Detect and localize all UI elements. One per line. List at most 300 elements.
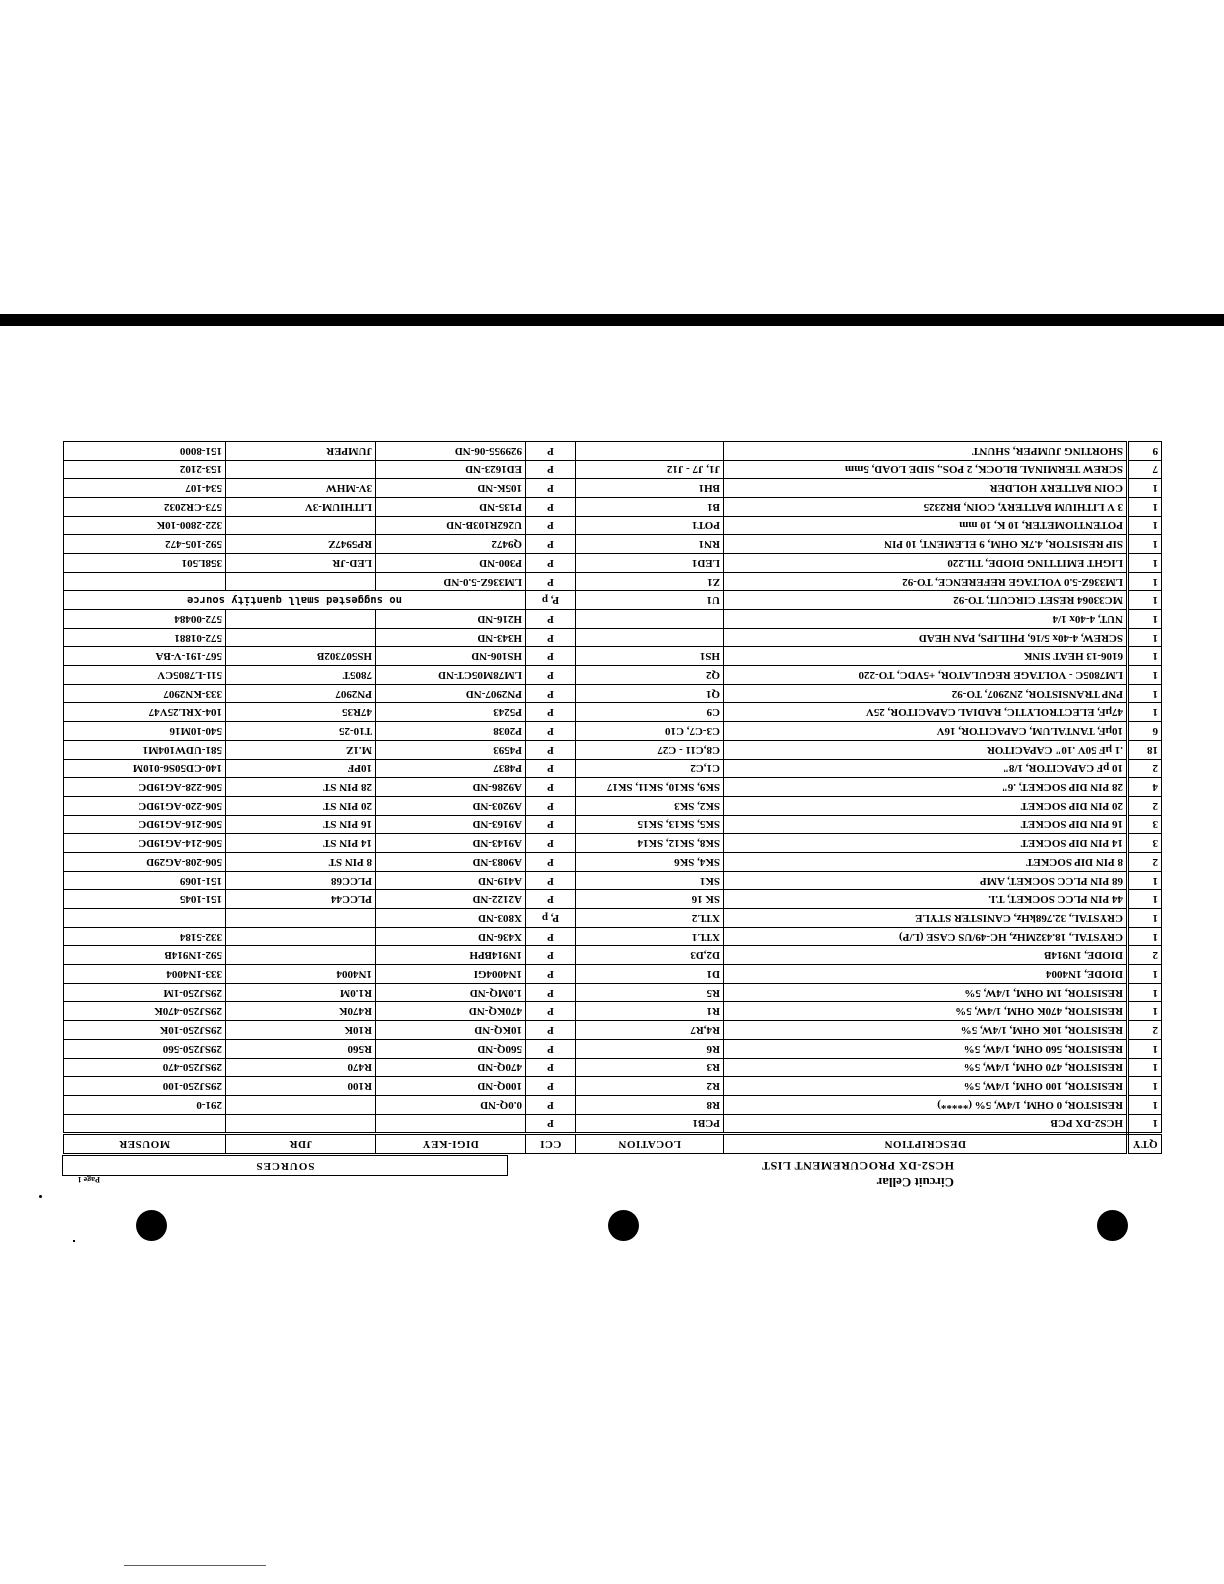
table-row (64, 628, 1162, 647)
digikey-cell: PN2907-ND (376, 684, 526, 703)
digikey-cell: A2122-ND (376, 890, 526, 909)
cci-cell: P (526, 796, 576, 815)
mouser-cell: 506-214-AG19DC (64, 834, 226, 853)
table-row (64, 497, 1162, 516)
digikey-cell: P300-ND (376, 554, 526, 573)
jdr-cell: JUMPER (226, 441, 376, 460)
jdr-cell: 3V-MHW (226, 479, 376, 498)
description-cell: SCREW, 4-40x 5/16, PHILIPS, PAN HEAD (724, 628, 1128, 647)
cci-cell: P, p (526, 909, 576, 928)
digikey-cell: 1N914BPH (376, 946, 526, 965)
col-header-location: LOCATION (576, 1134, 724, 1154)
location-cell: C8,C11 - C27 (576, 740, 724, 759)
location-cell: U1 (576, 591, 724, 610)
description-cell: RESISTOR, 470K OHM, 1/4W, 5% (724, 1002, 1128, 1021)
table-row (64, 479, 1162, 498)
mouser-cell: 153-2102 (64, 460, 226, 479)
cci-cell: P (526, 815, 576, 834)
table-row (64, 572, 1162, 591)
cci-cell: P (526, 871, 576, 890)
qty-cell: 1 (1128, 1114, 1162, 1134)
description-cell: 10 pF CAPACITOR, 1/8" (724, 759, 1128, 778)
qty-cell: 1 (1128, 628, 1162, 647)
jdr-cell: RP5947Z (226, 535, 376, 554)
description-cell: .1 µF 50V .10" CAPACITOR (724, 740, 1128, 759)
jdr-cell: 14 PIN ST (226, 834, 376, 853)
qty-cell: 1 (1128, 871, 1162, 890)
description-cell: 28 PIN DIP SOCKET, .6" (724, 778, 1128, 797)
digikey-cell: 1.0MQ-ND (376, 983, 526, 1002)
jdr-cell: 7805T (226, 666, 376, 685)
cci-cell: P (526, 628, 576, 647)
mouser-cell: 506-208-AG29D (64, 853, 226, 872)
table-row (64, 516, 1162, 535)
digikey-cell: LM78M05CT-ND (376, 666, 526, 685)
col-header-digikey: DIGI-KEY (376, 1134, 526, 1154)
digikey-cell: 10KQ-ND (376, 1021, 526, 1040)
digikey-cell: P4837 (376, 759, 526, 778)
jdr-cell: 8 PIN ST (226, 853, 376, 872)
cci-cell: P (526, 853, 576, 872)
description-cell: DIODE, 1N914B (724, 946, 1128, 965)
mouser-cell: 567-191-V-BA (64, 647, 226, 666)
table-row (64, 890, 1162, 909)
punch-hole (608, 1210, 639, 1241)
mouser-cell: 572-00484 (64, 610, 226, 629)
qty-cell: 3 (1128, 834, 1162, 853)
jdr-cell (226, 927, 376, 946)
cci-cell: P (526, 965, 576, 984)
cci-cell: P (526, 1021, 576, 1040)
location-cell: SK2, SK3 (576, 796, 724, 815)
jdr-cell: 28 PIN ST (226, 778, 376, 797)
location-cell: Z1 (576, 572, 724, 591)
cci-cell: P (526, 722, 576, 741)
cci-cell: P (526, 1058, 576, 1077)
qty-cell: 1 (1128, 1039, 1162, 1058)
digikey-cell: P135-ND (376, 497, 526, 516)
table-row (64, 834, 1162, 853)
description-cell: 6106-13 HEAT SINK (724, 647, 1128, 666)
qty-cell: 1 (1128, 927, 1162, 946)
description-cell: 14 PIN DIP SOCKET (724, 834, 1128, 853)
qty-cell: 1 (1128, 703, 1162, 722)
qty-cell: 1 (1128, 572, 1162, 591)
table-row (64, 460, 1162, 479)
cci-cell: P (526, 946, 576, 965)
description-cell: CRYSTAL, 32.768kHz, CANISTER STYLE (724, 909, 1128, 928)
qty-cell: 1 (1128, 1095, 1162, 1114)
jdr-cell: HS507302B (226, 647, 376, 666)
description-cell: 3 V LITHIUM BATTERY, COIN, BR2325 (724, 497, 1128, 516)
digikey-cell: Q9472 (376, 535, 526, 554)
table-row (64, 909, 1162, 928)
cci-cell: P (526, 1077, 576, 1096)
cci-cell: P (526, 554, 576, 573)
description-cell: RESISTOR, 560 OHM, 1/4W, 5% (724, 1039, 1128, 1058)
table-row (64, 965, 1162, 984)
description-cell: SIP RESISTOR, 4.7K OHM, 9 ELEMENT, 10 PIN (724, 535, 1128, 554)
description-cell: SHORTING JUMPER, SHUNT (724, 441, 1128, 460)
cci-cell: P (526, 1002, 576, 1021)
digikey-cell (376, 1114, 526, 1134)
table-row (64, 554, 1162, 573)
digikey-cell: U262R103B-ND (376, 516, 526, 535)
digikey-cell: 470KQ-ND (376, 1002, 526, 1021)
table-row (64, 666, 1162, 685)
location-cell: B1 (576, 497, 724, 516)
digikey-cell: 0.0Q-ND (376, 1095, 526, 1114)
table-row (64, 1077, 1162, 1096)
table-row (64, 871, 1162, 890)
jdr-cell (226, 1095, 376, 1114)
cci-cell: P (526, 572, 576, 591)
cci-cell: P (526, 610, 576, 629)
jdr-cell: R560 (226, 1039, 376, 1058)
qty-cell: 2 (1128, 946, 1162, 965)
col-header-cci: CCI (526, 1134, 576, 1154)
qty-cell: 1 (1128, 516, 1162, 535)
digikey-cell: X436-ND (376, 927, 526, 946)
mouser-cell: 322-2800-10K (64, 516, 226, 535)
col-header-mouser: MOUSER (64, 1134, 226, 1154)
description-cell: HCS2-DX PCB (724, 1114, 1128, 1134)
punch-hole (1097, 1210, 1128, 1241)
mouser-cell: 534-107 (64, 479, 226, 498)
location-cell: SK1 (576, 871, 724, 890)
location-cell: PCB1 (576, 1114, 724, 1134)
description-cell: RESISTOR, 0 OHM, 1/4W, 5% (*****) (724, 1095, 1128, 1114)
cci-cell: P (526, 1114, 576, 1134)
digikey-cell: ED1623-ND (376, 460, 526, 479)
table-row (64, 647, 1162, 666)
digikey-cell: X803-ND (376, 909, 526, 928)
mouser-cell (64, 909, 226, 928)
qty-cell: 1 (1128, 965, 1162, 984)
cci-cell: P (526, 983, 576, 1002)
location-cell: R5 (576, 983, 724, 1002)
jdr-cell: LITHIUM-3V (226, 497, 376, 516)
scan-speck (73, 1240, 75, 1242)
location-cell: J1, J7 - J12 (576, 460, 724, 479)
table-row (64, 1002, 1162, 1021)
digikey-cell: A419-ND (376, 871, 526, 890)
sourcing-note-cell: no suggested small quantity source (64, 591, 526, 610)
location-cell: SK 16 (576, 890, 724, 909)
mouser-cell: 291-0 (64, 1095, 226, 1114)
cci-cell: P (526, 740, 576, 759)
table-row (64, 722, 1162, 741)
mouser-cell (64, 572, 226, 591)
digikey-cell: A9203-ND (376, 796, 526, 815)
cci-cell: P (526, 479, 576, 498)
qty-cell: 2 (1128, 759, 1162, 778)
description-cell: SCREW TERMINAL BLOCK, 2 POS., SIDE LOAD, 5mm (724, 460, 1128, 479)
table-row (64, 778, 1162, 797)
table-header-row (64, 1134, 1162, 1154)
location-cell: XTL2 (576, 909, 724, 928)
jdr-cell (226, 946, 376, 965)
description-cell: RESISTOR, 100 OHM, 1/4W, 5% (724, 1077, 1128, 1096)
description-cell: POTENTIOMETER, 10 K, 10 mm (724, 516, 1128, 535)
digikey-cell: 560Q-ND (376, 1039, 526, 1058)
description-cell: PNP TRANSISTOR, 2N2907, TO-92 (724, 684, 1128, 703)
digikey-cell: H343-ND (376, 628, 526, 647)
org-title: Circuit Cellar (876, 1175, 954, 1190)
jdr-cell (226, 516, 376, 535)
jdr-cell: 10PF (226, 759, 376, 778)
jdr-cell: R10K (226, 1021, 376, 1040)
description-cell: 10µF, TANTALUM, CAPACITOR, 16V (724, 722, 1128, 741)
sources-header: SOURCES (62, 1155, 508, 1176)
description-cell: COIN BATTERY HOLDER (724, 479, 1128, 498)
mouser-cell: 592-105-472 (64, 535, 226, 554)
mouser-cell: 29SJ250-100 (64, 1077, 226, 1096)
description-cell: 47µF, ELECTROLYTIC, RADIAL CAPACITOR, 25V (724, 703, 1128, 722)
digikey-cell: A9143-ND (376, 834, 526, 853)
table-row (64, 535, 1162, 554)
digikey-cell: A9083-ND (376, 853, 526, 872)
table-row (64, 703, 1162, 722)
qty-cell: 1 (1128, 497, 1162, 516)
jdr-cell: 1N4004 (226, 965, 376, 984)
qty-cell: 18 (1128, 740, 1162, 759)
qty-cell: 7 (1128, 460, 1162, 479)
location-cell: RN1 (576, 535, 724, 554)
description-cell: 44 PIN PLCC SOCKET, T.I. (724, 890, 1128, 909)
mouser-cell: 333-KN2907 (64, 684, 226, 703)
location-cell: R8 (576, 1095, 724, 1114)
jdr-cell: R1.0M (226, 983, 376, 1002)
description-cell: RESISTOR, 1M OHM, 1/4W, 5% (724, 983, 1128, 1002)
qty-cell: 1 (1128, 1077, 1162, 1096)
qty-cell: 1 (1128, 554, 1162, 573)
location-cell: POT1 (576, 516, 724, 535)
qty-cell: 2 (1128, 796, 1162, 815)
description-cell: RESISTOR, 470 OHM, 1/4W, 5% (724, 1058, 1128, 1077)
description-cell: 20 PIN DIP SOCKET (724, 796, 1128, 815)
cci-cell: P (526, 1039, 576, 1058)
table-row (64, 441, 1162, 460)
qty-cell: 3 (1128, 815, 1162, 834)
location-cell: XTL1 (576, 927, 724, 946)
table-row (64, 815, 1162, 834)
table-row (64, 853, 1162, 872)
location-cell: SK8, SK12, SK14 (576, 834, 724, 853)
qty-cell: 1 (1128, 479, 1162, 498)
jdr-cell: LED-JR (226, 554, 376, 573)
location-cell: C3-C7, C10 (576, 722, 724, 741)
mouser-cell: 333-1N4004 (64, 965, 226, 984)
location-cell: R4,R7 (576, 1021, 724, 1040)
cci-cell: P (526, 535, 576, 554)
jdr-cell (226, 572, 376, 591)
table-row (64, 591, 1162, 610)
mouser-cell: 572-01881 (64, 628, 226, 647)
location-cell: SK5, SK13, SK15 (576, 815, 724, 834)
digikey-cell: 1N4004GI (376, 965, 526, 984)
cci-cell: P (526, 927, 576, 946)
punch-hole (136, 1210, 167, 1241)
mouser-cell: 540-10M16 (64, 722, 226, 741)
scan-speck (39, 1195, 42, 1198)
location-cell: LED1 (576, 554, 724, 573)
description-cell: LM336Z-5.0 VOLTAGE REFERENCE, TO-92 (724, 572, 1128, 591)
digikey-cell: P4593 (376, 740, 526, 759)
table-row (64, 1114, 1162, 1134)
location-cell: R1 (576, 1002, 724, 1021)
table-row (64, 983, 1162, 1002)
scan-line (124, 1565, 266, 1566)
cci-cell: P (526, 1095, 576, 1114)
col-header-qty: QTY (1128, 1134, 1162, 1154)
mouser-cell: 332-5184 (64, 927, 226, 946)
cci-cell: P (526, 703, 576, 722)
cci-cell: P (526, 516, 576, 535)
qty-cell: 9 (1128, 441, 1162, 460)
description-cell: MC33064 RESET CIRCUIT, TO-92 (724, 591, 1128, 610)
mouser-cell: 29SJ250-470 (64, 1058, 226, 1077)
table-row (64, 1095, 1162, 1114)
table-row (64, 927, 1162, 946)
description-cell: 68 PIN PLCC SOCKET, AMP (724, 871, 1128, 890)
table-row (64, 684, 1162, 703)
cci-cell: P (526, 497, 576, 516)
digikey-cell: 105K-ND (376, 479, 526, 498)
qty-cell: 1 (1128, 909, 1162, 928)
mouser-cell: 151-1045 (64, 890, 226, 909)
jdr-cell: 16 PIN ST (226, 815, 376, 834)
digikey-cell: P2038 (376, 722, 526, 741)
digikey-cell: HS106-ND (376, 647, 526, 666)
table-row (64, 796, 1162, 815)
cci-cell: P (526, 460, 576, 479)
digikey-cell: 100Q-ND (376, 1077, 526, 1096)
jdr-cell (226, 460, 376, 479)
jdr-cell: M.1Z (226, 740, 376, 759)
jdr-cell (226, 610, 376, 629)
cci-cell: P (526, 890, 576, 909)
table-row (64, 740, 1162, 759)
qty-cell: 1 (1128, 610, 1162, 629)
jdr-cell (226, 909, 376, 928)
description-cell: LIGHT EMITTING DIODE, TIL220 (724, 554, 1128, 573)
cci-cell: P (526, 441, 576, 460)
location-cell (576, 441, 724, 460)
digikey-cell: A9163-ND (376, 815, 526, 834)
procurement-table (63, 441, 1162, 1154)
table-row (64, 1021, 1162, 1040)
mouser-cell: 506-220-AG19DC (64, 796, 226, 815)
qty-cell: 1 (1128, 591, 1162, 610)
location-cell: R6 (576, 1039, 724, 1058)
digikey-cell: 470Q-ND (376, 1058, 526, 1077)
mouser-cell: 151-1069 (64, 871, 226, 890)
digikey-cell: 929955-06-ND (376, 441, 526, 460)
cci-cell: P (526, 778, 576, 797)
qty-cell: 1 (1128, 684, 1162, 703)
digikey-cell: LM336Z-5.0-ND (376, 572, 526, 591)
jdr-cell: PLCC44 (226, 890, 376, 909)
table-row (64, 759, 1162, 778)
location-cell: C9 (576, 703, 724, 722)
qty-cell: 1 (1128, 535, 1162, 554)
table-row (64, 610, 1162, 629)
description-cell: NUT, 4-40x 1/4 (724, 610, 1128, 629)
mouser-cell: 104-XRL25V47 (64, 703, 226, 722)
qty-cell: 1 (1128, 1058, 1162, 1077)
qty-cell: 1 (1128, 890, 1162, 909)
qty-cell: 1 (1128, 983, 1162, 1002)
location-cell: Q1 (576, 684, 724, 703)
jdr-cell: 47R35 (226, 703, 376, 722)
jdr-cell (226, 628, 376, 647)
mouser-cell: 151-8000 (64, 441, 226, 460)
table-row (64, 1058, 1162, 1077)
description-cell: LM7805C - VOLTAGE REGULATOR, +5VDC, TO-220 (724, 666, 1128, 685)
jdr-cell: T10-25 (226, 722, 376, 741)
description-cell: CRYSTAL, 18.432MHz, HC-49/US CASE (L/P) (724, 927, 1128, 946)
mouser-cell: 358L501 (64, 554, 226, 573)
mouser-cell: 140-CD50S6-010M (64, 759, 226, 778)
mouser-cell: 592-1N914B (64, 946, 226, 965)
location-cell: R3 (576, 1058, 724, 1077)
mouser-cell: 506-228-AG19DC (64, 778, 226, 797)
cci-cell: P (526, 666, 576, 685)
qty-cell: 1 (1128, 666, 1162, 685)
cci-cell: P, p (526, 591, 576, 610)
table-row (64, 1039, 1162, 1058)
location-cell: HS1 (576, 647, 724, 666)
location-cell: R2 (576, 1077, 724, 1096)
col-header-jdr: JDR (226, 1134, 376, 1154)
jdr-cell: R100 (226, 1077, 376, 1096)
location-cell: C1,C2 (576, 759, 724, 778)
description-cell: 16 PIN DIP SOCKET (724, 815, 1128, 834)
cci-cell: P (526, 647, 576, 666)
location-cell: SK9, SK10, SK11, SK17 (576, 778, 724, 797)
qty-cell: 4 (1128, 778, 1162, 797)
mouser-cell (64, 1114, 226, 1134)
mouser-cell: 573-CR2032 (64, 497, 226, 516)
cci-cell: P (526, 834, 576, 853)
location-cell: D2,D3 (576, 946, 724, 965)
col-header-description: DESCRIPTION (724, 1134, 1128, 1154)
digikey-cell: A9286-ND (376, 778, 526, 797)
mouser-cell: 511-L7805CV (64, 666, 226, 685)
table-row (64, 946, 1162, 965)
qty-cell: 1 (1128, 1002, 1162, 1021)
qty-cell: 1 (1128, 647, 1162, 666)
list-title: HCS2-DX PROCUREMENT LIST (761, 1159, 954, 1173)
location-cell: BH1 (576, 479, 724, 498)
mouser-cell: 581-UDW104M1 (64, 740, 226, 759)
page-number: Page 1 (77, 1175, 100, 1184)
location-cell (576, 610, 724, 629)
jdr-cell (226, 1114, 376, 1134)
cci-cell: P (526, 684, 576, 703)
description-cell: DIODE, 1N4004 (724, 965, 1128, 984)
jdr-cell: PLCC68 (226, 871, 376, 890)
location-cell: D1 (576, 965, 724, 984)
description-cell: RESISTOR, 10K OHM, 1/4W, 5% (724, 1021, 1128, 1040)
jdr-cell: 20 PIN ST (226, 796, 376, 815)
jdr-cell: PN2907 (226, 684, 376, 703)
digikey-cell: P5243 (376, 703, 526, 722)
qty-cell: 2 (1128, 1021, 1162, 1040)
jdr-cell: R470 (226, 1058, 376, 1077)
mouser-cell: 29SJ250-10K (64, 1021, 226, 1040)
